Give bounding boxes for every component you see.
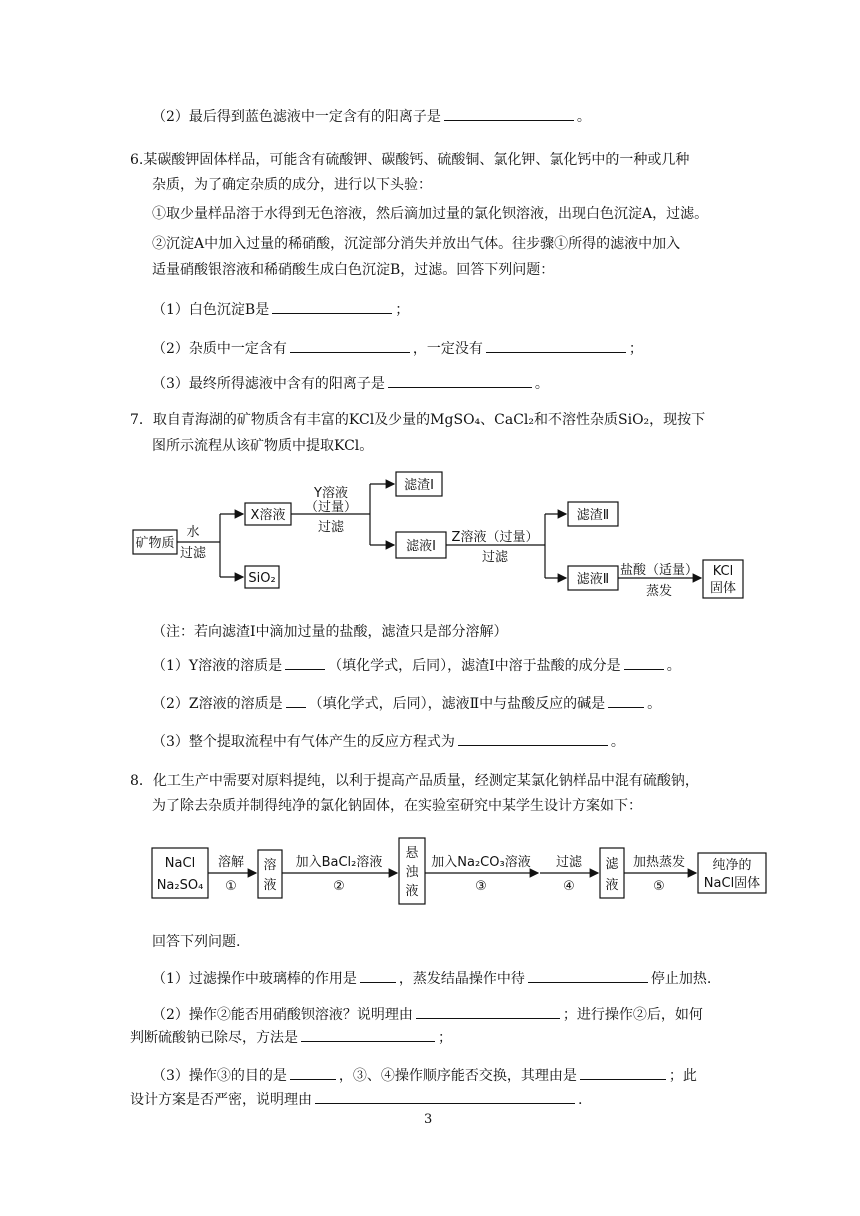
- q8-answer-2b: [130, 1027, 452, 1048]
- label-filtrate-2: 滤液Ⅱ: [576, 572, 610, 587]
- q7-answer-1-text-b: （填化学式，后同），滤渣Ⅰ中溶于盐酸的成分是: [328, 658, 621, 674]
- q7-answer-2-text: （2）Z溶液的溶质是: [152, 696, 283, 712]
- q8-intro-1: 8．化工生产中需要对原料提纯，以利于提高产品质量，经测定某氯化钠样品中混有硫酸钠，: [130, 773, 699, 789]
- label-solution-1: 溶: [263, 858, 277, 873]
- answer-blank[interactable]: [416, 1004, 560, 1019]
- q8-answer-2-text: （2）操作②能否用硝酸钡溶液？说明理由: [152, 1007, 413, 1023]
- q8-answer-3-text-c: ；此: [668, 1068, 697, 1084]
- q7-intro-1: 7．取自青海湖的矿物质含有丰富的KCl及少量的MgSO₄、CaCl₂和不溶性杂质SiO₂，现按下: [130, 412, 706, 428]
- q7-intro-2: 图所示流程从该矿物质中提取KCl。: [152, 438, 374, 454]
- label-filtrate-1: 滤液Ⅰ: [406, 539, 436, 554]
- label-residue-2: 滤渣Ⅱ: [576, 508, 610, 523]
- label-filter-2: 过滤: [317, 520, 345, 535]
- punct: ；: [628, 341, 643, 357]
- answer-blank[interactable]: [315, 1089, 575, 1104]
- label-dissolve: 溶解: [217, 855, 245, 870]
- label-suspension-2: 浊: [405, 865, 419, 880]
- q8-intro-2: 为了除去杂质并制得纯净的氯化钠固体，在实验室研究中某学生设计方案如下：: [152, 798, 642, 814]
- label-x-solution: X溶液: [250, 508, 286, 523]
- label-filtrate-1: 滤: [605, 857, 619, 872]
- q8-answer-1-text-c: 停止加热.: [650, 971, 712, 987]
- q8-answer-1-text: （1）过滤操作中玻璃棒的作用是: [152, 971, 357, 987]
- label-excess: （过量）: [304, 500, 358, 515]
- q6-intro-1: 6.某碳酸钾固体样品，可能含有硫酸钾、碳酸钙、硫酸铜、氯化钾、氯化钙中的一种或几种: [130, 152, 690, 168]
- answer-blank[interactable]: [528, 968, 648, 983]
- label-step-4: ④: [563, 879, 575, 894]
- q8-answer-3-text: （3）操作③的目的是: [152, 1068, 287, 1084]
- label-filter: 过滤: [555, 855, 583, 870]
- label-mineral: 矿物质: [135, 536, 175, 551]
- punct: .: [578, 1092, 583, 1108]
- label-residue-1: 滤渣Ⅰ: [404, 478, 434, 493]
- q8-answer-2a: [152, 1004, 703, 1025]
- punct: 。: [647, 696, 662, 712]
- label-suspension-3: 液: [405, 884, 419, 899]
- label-step-3: ③: [475, 879, 487, 894]
- q8-answer-2-text-b: ；进行操作②后，如何: [562, 1007, 703, 1023]
- label-filter-3: 过滤: [481, 550, 509, 565]
- q7-answer-3-text: （3）整个提取流程中有气体产生的反应方程式为: [152, 734, 455, 750]
- label-solid: 固体: [709, 581, 737, 596]
- q6-answer-3-text: （3）最终所得滤液中含有的阳离子是: [152, 376, 385, 392]
- punct: 。: [666, 658, 681, 674]
- q6-step-2b: 适量硝酸银溶液和稀硝酸生成白色沉淀B，过滤。回答下列问题：: [152, 262, 555, 278]
- answer-blank[interactable]: [360, 968, 396, 983]
- q7-note: （注：若向滤渣Ⅰ中滴加过量的盐酸，滤渣只是部分溶解）: [152, 624, 508, 640]
- q6-step-2a: ②沉淀A中加入过量的稀硝酸，沉淀部分消失并放出气体。往步骤①所得的滤液中加入: [152, 236, 681, 252]
- label-water: 水: [186, 525, 200, 540]
- page-number: 3: [424, 1112, 433, 1127]
- q7-answer-1-text: （1）Y溶液的溶质是: [152, 658, 283, 674]
- q8-answer-3a: [152, 1065, 697, 1086]
- punct: 。: [576, 109, 591, 125]
- label-hcl: 盐酸（适量）: [619, 563, 699, 578]
- label-na2so4: Na₂SO₄: [156, 878, 204, 893]
- label-heat-evaporate: 加热蒸发: [632, 855, 686, 870]
- label-nacl: NaCl: [164, 856, 196, 871]
- label-solution-2: 液: [263, 878, 277, 893]
- answer-blank[interactable]: [301, 1027, 435, 1042]
- label-pure: 纯净的: [712, 858, 752, 873]
- q8-ask: 回答下列问题.: [152, 934, 241, 950]
- q6-answer-2-text-b: ，一定没有: [412, 341, 483, 357]
- label-step-2: ②: [333, 879, 345, 894]
- label-evaporate: 蒸发: [645, 584, 673, 599]
- label-filter-1: 过滤: [179, 546, 207, 561]
- q8-answer-2-text-c: 判断硫酸钠已除尽，方法是: [130, 1030, 298, 1046]
- q8-answer-3-text-b: ，③、④操作顺序能否交换，其理由是: [338, 1068, 577, 1084]
- q8-answer-1-text-b: ，蒸发结晶操作中待: [398, 971, 525, 987]
- label-add-na2co3: 加入Na₂CO₃溶液: [431, 855, 531, 870]
- q7-answer-2-text-b: （填化学式，后同），滤液Ⅱ中与盐酸反应的碱是: [308, 696, 606, 712]
- punct: 。: [534, 376, 549, 392]
- label-sio2: SiO₂: [248, 571, 276, 586]
- q8-answer-1: [152, 968, 711, 989]
- q6-answer-2-text: （2）杂质中一定含有: [152, 341, 287, 357]
- label-y-solution: Y溶液: [314, 486, 348, 501]
- label-filtrate-2: 液: [605, 878, 619, 893]
- q6-step-1: ①取少量样品溶于水得到无色溶液，然后滴加过量的氯化钡溶液，出现白色沉淀A，过滤。: [152, 206, 709, 222]
- answer-blank[interactable]: [580, 1065, 666, 1080]
- q5-question-2: （2）最后得到蓝色滤液中一定含有的阳离子是: [152, 109, 441, 125]
- answer-blank[interactable]: [290, 1065, 336, 1080]
- label-step-1: ①: [225, 879, 237, 894]
- label-nacl-solid: NaCl固体: [703, 876, 761, 891]
- q8-answer-3-text-d: 设计方案是否严密，说明理由: [130, 1092, 312, 1108]
- label-suspension-1: 悬: [405, 846, 419, 861]
- punct: 。: [610, 734, 625, 750]
- label-kcl: KCl: [712, 564, 734, 579]
- q8-answer-3b: [130, 1089, 582, 1110]
- label-step-5: ⑤: [653, 879, 665, 894]
- label-add-bacl2: 加入BaCl₂溶液: [295, 855, 383, 870]
- label-z-solution: Z溶液（过量）: [451, 530, 539, 545]
- q6-answer-1-text: （1）白色沉淀B是: [152, 302, 270, 318]
- punct: ；: [395, 302, 410, 318]
- q6-intro-2: 杂质，为了确定杂质的成分，进行以下头验：: [152, 177, 432, 193]
- punct: ；: [438, 1030, 452, 1046]
